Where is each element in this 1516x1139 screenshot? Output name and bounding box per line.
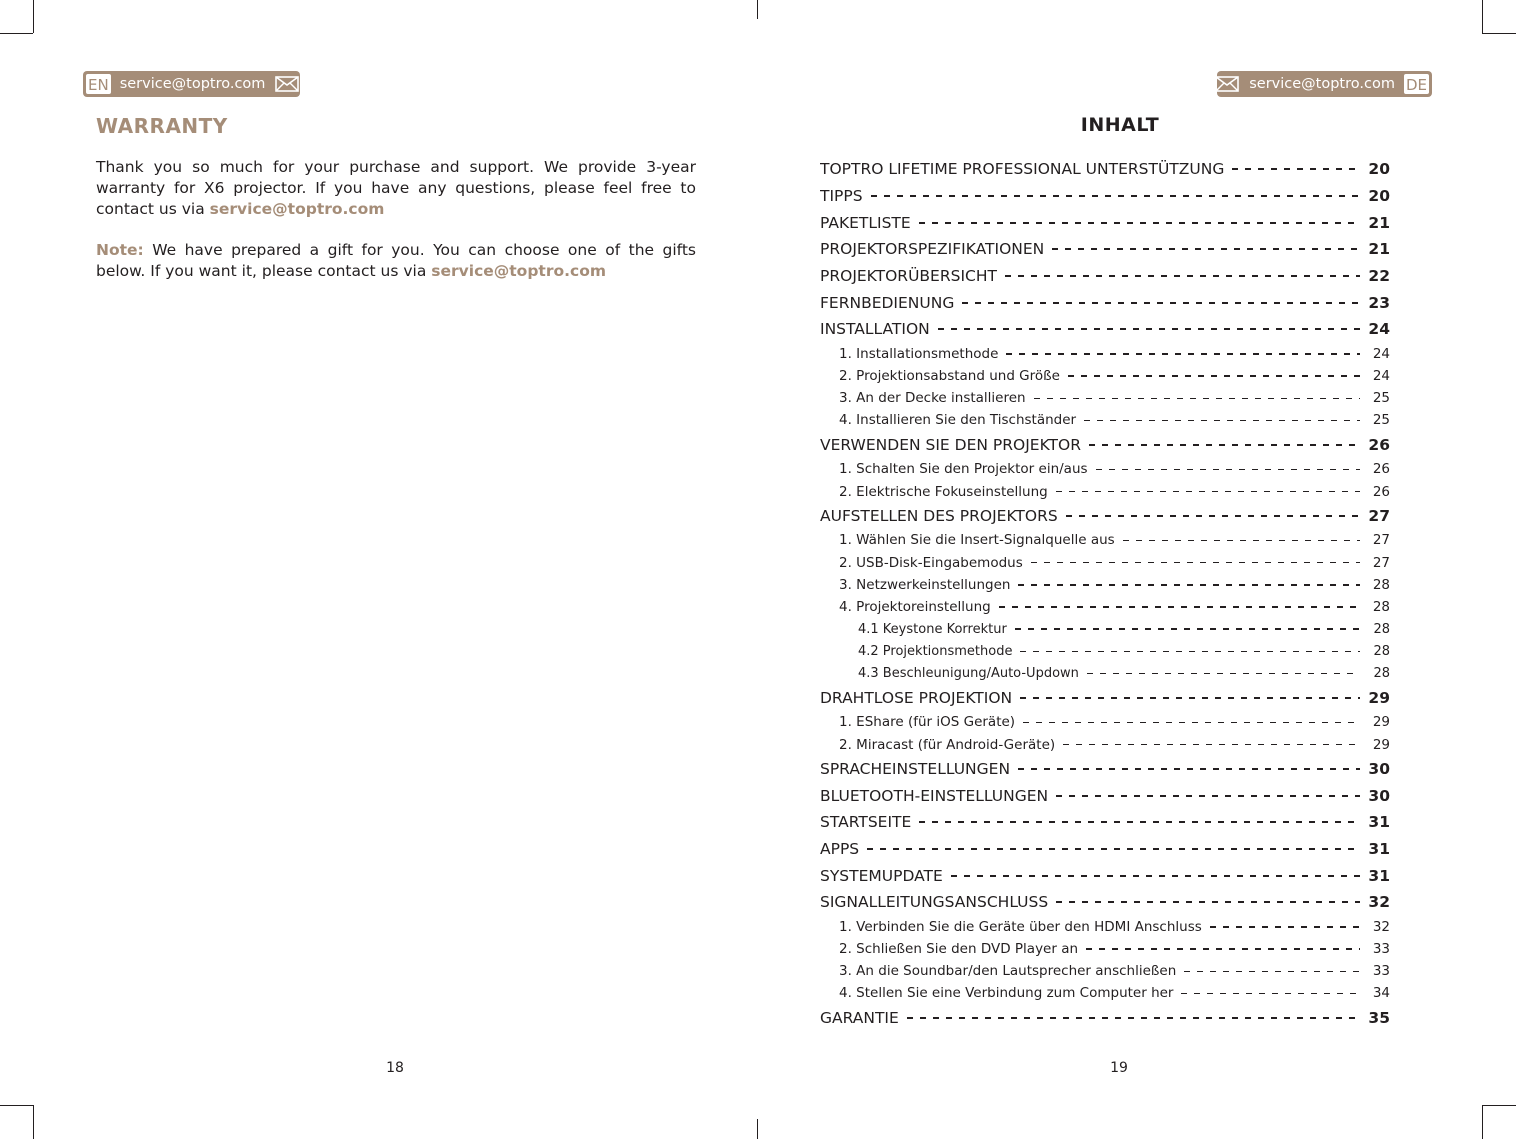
toc-entry[interactable]	[820, 387, 1390, 409]
toc-entry-page: 26	[1372, 461, 1390, 478]
toc-entry-page: 31	[1368, 813, 1390, 832]
service-email[interactable]: service@toptro.com	[1249, 76, 1395, 92]
toc-entry-page: 24	[1372, 345, 1390, 362]
toc-entry-page: 32	[1368, 893, 1390, 912]
toc-entry-label: APPS	[820, 840, 860, 859]
toc-entry[interactable]	[820, 916, 1390, 938]
toc-entry-label: 1. Schalten Sie den Projektor ein/aus	[839, 461, 1088, 478]
toc-dot-leader	[1084, 420, 1360, 422]
toc-dot-leader	[1063, 744, 1360, 746]
toc-entry-page: 28	[1373, 666, 1390, 682]
toc-entry-page: 24	[1372, 368, 1390, 385]
toc-entry[interactable]	[820, 1005, 1390, 1032]
toc-entry[interactable]	[820, 263, 1390, 290]
toc-entry[interactable]	[820, 156, 1390, 183]
toc-entry-label: 1. Installationsmethode	[839, 345, 999, 362]
toc-dot-leader	[1210, 926, 1360, 928]
toc-entry-page: 27	[1372, 554, 1390, 571]
toc-entry[interactable]	[820, 809, 1390, 836]
page-number: 19	[1110, 1060, 1128, 1076]
toc-entry-page: 31	[1368, 840, 1390, 859]
toc-entry-page: 32	[1372, 918, 1390, 935]
toc-entry-label: DRAHTLOSE PROJEKTION	[820, 688, 1013, 707]
toc-entry-label: PROJEKTORSPEZIFIKATIONEN	[820, 240, 1045, 259]
toc-entry-page: 27	[1368, 506, 1390, 525]
toc-entry-label: VERWENDEN SIE DEN PROJEKTOR	[820, 435, 1081, 454]
toc-entry[interactable]	[820, 365, 1390, 387]
toc-entry-label: 3. An die Soundbar/den Lautsprecher anschließen	[839, 963, 1177, 980]
toc-dot-leader	[1015, 628, 1360, 630]
toc-dot-leader	[1018, 768, 1360, 770]
toc-dot-leader	[951, 875, 1360, 877]
toc-entry-label: 4. Stellen Sie eine Verbindung zum Computer her	[839, 985, 1174, 1002]
toc-entry[interactable]	[820, 480, 1390, 502]
toc-entry[interactable]	[820, 662, 1390, 684]
toc-entry[interactable]	[820, 889, 1390, 916]
toc-entry-label: 2. Schließen Sie den DVD Player an	[839, 941, 1079, 958]
toc-dot-leader	[1006, 353, 1360, 355]
toc-entry-label: 3. Netzwerkeinstellungen	[839, 576, 1011, 593]
toc-entry-page: 26	[1372, 483, 1390, 500]
toc-entry-page: 33	[1372, 941, 1390, 958]
language-code: DE	[1403, 73, 1430, 95]
toc-entry-label: PAKETLISTE	[820, 213, 911, 232]
language-tag-de	[1217, 71, 1432, 97]
toc-dot-leader	[999, 606, 1360, 608]
toc-entry-page: 29	[1368, 688, 1390, 707]
toc-entry[interactable]	[820, 409, 1390, 431]
toc-entry-page: 35	[1368, 1008, 1390, 1027]
toc-entry[interactable]	[820, 734, 1390, 756]
toc-entry[interactable]	[820, 236, 1390, 263]
toc-entry-page: 27	[1372, 532, 1390, 549]
toc-dot-leader	[1089, 444, 1360, 446]
toc-entry-label: 1. Verbinden Sie die Geräte über den HDMI Anschluss	[839, 918, 1202, 935]
warranty-text: Thank you so much for your purchase and support. We provide 3-year warranty for X6 projector. If you have any questions, please feel free to contact us via	[96, 158, 696, 218]
toc-entry-label: 4. Projektoreinstellung	[839, 598, 991, 615]
toc-entry[interactable]	[820, 183, 1390, 210]
toc-title: INHALT	[1080, 114, 1160, 136]
toc-entry-page: 21	[1368, 213, 1390, 232]
toc-entry-label: 1. Wählen Sie die Insert-Signalquelle aus	[839, 532, 1115, 549]
toc-entry-label: 2. Miracast (für Android-Geräte)	[839, 736, 1056, 753]
toc-entry-page: 20	[1368, 160, 1390, 179]
page-right	[758, 0, 1516, 1139]
toc-entry-label: PROJEKTORÜBERSICHT	[820, 267, 997, 286]
toc-dot-leader	[1056, 795, 1360, 797]
toc-entry[interactable]	[820, 289, 1390, 316]
note-paragraph	[96, 240, 696, 282]
toc-entry[interactable]	[820, 574, 1390, 596]
toc-dot-leader	[1096, 469, 1360, 471]
toc-entry[interactable]	[820, 316, 1390, 343]
toc-entry-page: 20	[1368, 187, 1390, 206]
toc-entry[interactable]	[820, 596, 1390, 618]
toc-dot-leader	[919, 222, 1360, 224]
mail-icon	[275, 76, 299, 92]
toc-entry[interactable]	[820, 782, 1390, 809]
toc-entry-page: 22	[1368, 267, 1390, 286]
toc-entry-page: 28	[1372, 576, 1390, 593]
toc-entry-page: 29	[1372, 736, 1390, 753]
toc-dot-leader	[1056, 901, 1360, 903]
toc-dot-leader	[867, 848, 1360, 850]
toc-entry[interactable]	[820, 756, 1390, 783]
service-email[interactable]: service@toptro.com	[119, 76, 266, 92]
toc-entry-label: 4.2 Projektionsmethode	[858, 643, 1013, 659]
page-number: 18	[386, 1060, 404, 1076]
toc-entry[interactable]	[820, 836, 1390, 863]
toc-dot-leader	[1184, 971, 1360, 973]
toc-entry-page: 31	[1368, 866, 1390, 885]
toc-dot-leader	[1232, 168, 1360, 170]
toc-dot-leader	[1066, 515, 1360, 517]
toc-entry-label: 2. Projektionsabstand und Größe	[839, 368, 1060, 385]
toc-dot-leader	[1020, 697, 1360, 699]
toc-entry-page: 29	[1372, 714, 1390, 731]
toc-dot-leader	[1123, 540, 1360, 542]
toc-entry[interactable]	[820, 640, 1390, 662]
toc-entry-page: 34	[1372, 985, 1390, 1002]
toc-dot-leader	[1087, 673, 1360, 675]
toc-entry-label: INSTALLATION	[820, 320, 930, 339]
toc-dot-leader	[1005, 275, 1360, 277]
toc-dot-leader	[1018, 584, 1360, 586]
toc-entry[interactable]	[820, 938, 1390, 960]
toc-entry-page: 26	[1368, 435, 1390, 454]
note-text: We have prepared a gift for you. You can choose one of the gifts below. If you want it, please contact us via	[96, 241, 696, 280]
toc-entry[interactable]	[820, 711, 1390, 733]
toc-entry[interactable]	[820, 343, 1390, 365]
toc-entry-page: 30	[1368, 786, 1390, 805]
toc-entry-label: TIPPS	[820, 187, 863, 206]
toc-entry[interactable]	[820, 503, 1390, 530]
toc-entry-label: 4.3 Beschleunigung/Auto-Updown	[858, 666, 1079, 682]
toc-dot-leader	[1056, 491, 1360, 493]
toc-entry[interactable]	[820, 618, 1390, 640]
toc-entry[interactable]	[820, 552, 1390, 574]
toc-entry-label: FERNBEDIENUNG	[820, 293, 955, 312]
toc-entry[interactable]	[820, 432, 1390, 459]
note-label: Note:	[96, 241, 144, 259]
toc-entry-label: SIGNALLEITUNGSANSCHLUSS	[820, 893, 1049, 912]
toc-dot-leader	[871, 195, 1360, 197]
toc-dot-leader	[907, 1017, 1360, 1019]
language-code: EN	[85, 73, 112, 95]
toc-entry-label: BLUETOOTH-EINSTELLUNGEN	[820, 786, 1049, 805]
toc-entry-page: 28	[1372, 598, 1390, 615]
toc-entry-page: 30	[1368, 760, 1390, 779]
toc-entry-label: 2. Elektrische Fokuseinstellung	[839, 483, 1048, 500]
toc-dot-leader	[1020, 651, 1360, 653]
toc-dot-leader	[938, 328, 1360, 330]
toc-entry[interactable]	[820, 209, 1390, 236]
toc-entry-label: 3. An der Decke installieren	[839, 390, 1026, 407]
toc-entry-page: 25	[1372, 390, 1390, 407]
toc-entry-page: 23	[1368, 293, 1390, 312]
toc-entry[interactable]	[820, 458, 1390, 480]
warranty-title: WARRANTY	[96, 114, 228, 138]
toc-entry-label: 2. USB-Disk-Eingabemodus	[839, 554, 1023, 571]
toc-entry-label: GARANTIE	[820, 1008, 899, 1027]
toc-entry-label: 4.1 Keystone Korrektur	[858, 621, 1007, 637]
toc-entry[interactable]	[820, 960, 1390, 982]
toc-dot-leader	[1052, 248, 1360, 250]
toc-entry-label: 4. Installieren Sie den Tischständer	[839, 412, 1077, 429]
toc-entry[interactable]	[820, 982, 1390, 1004]
mail-icon	[1215, 76, 1239, 92]
toc-dot-leader	[962, 302, 1360, 304]
toc-dot-leader	[1034, 398, 1360, 400]
toc-entry[interactable]	[820, 685, 1390, 712]
toc-entry-label: STARTSEITE	[820, 813, 912, 832]
toc-entry-label: 1. EShare (für iOS Geräte)	[839, 714, 1016, 731]
toc-entry-page: 24	[1368, 320, 1390, 339]
toc-dot-leader	[1086, 948, 1360, 950]
contact-email-link[interactable]: service@toptro.com	[431, 262, 606, 280]
toc-dot-leader	[1181, 993, 1360, 995]
toc-entry-label: SPRACHEINSTELLUNGEN	[820, 760, 1011, 779]
toc-dot-leader	[1023, 722, 1360, 724]
toc-entry-page: 21	[1368, 240, 1390, 259]
toc-dot-leader	[919, 821, 1360, 823]
table-of-contents	[820, 156, 1390, 1031]
toc-entry-page: 25	[1372, 412, 1390, 429]
toc-entry[interactable]	[820, 529, 1390, 551]
toc-dot-leader	[1068, 375, 1360, 377]
toc-entry-page: 28	[1373, 621, 1390, 637]
toc-entry-label: SYSTEMUPDATE	[820, 866, 943, 885]
contact-email-link[interactable]: service@toptro.com	[209, 200, 385, 218]
toc-dot-leader	[1031, 562, 1360, 564]
toc-entry[interactable]	[820, 862, 1390, 889]
toc-entry-label: TOPTRO LIFETIME PROFESSIONAL UNTERSTÜTZUNG	[820, 160, 1225, 179]
toc-entry-page: 28	[1373, 643, 1390, 659]
toc-entry-label: AUFSTELLEN DES PROJEKTORS	[820, 506, 1058, 525]
toc-entry-page: 33	[1372, 963, 1390, 980]
warranty-paragraph	[96, 157, 696, 220]
language-tag-en	[83, 71, 300, 97]
